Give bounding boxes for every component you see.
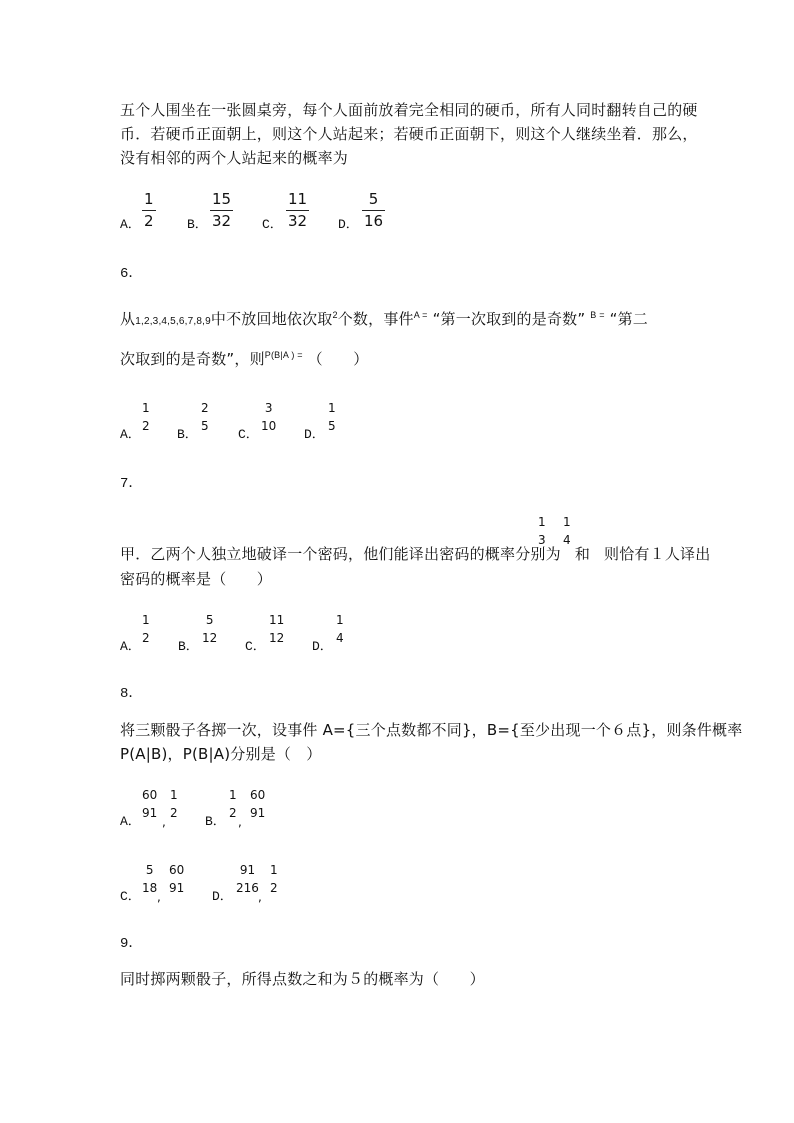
q5-option-a-label: A． — [120, 217, 141, 232]
q8-option-a-label: A． — [120, 814, 141, 829]
q7-option-b-label: B． — [178, 639, 199, 654]
q7-number: 7． — [120, 476, 143, 492]
q8-option-b-separator: , — [238, 815, 242, 829]
q8-options-row-2 — [120, 864, 300, 904]
q5-option-a-fraction: $\frac{1}{2}$ — [144, 190, 154, 230]
q6-conditional-probability: P(B|A ) = — [264, 350, 303, 360]
q8-option-b-fraction-1: 1 2 — [229, 788, 237, 820]
q7-options — [120, 614, 380, 654]
q8-option-c-label: C． — [120, 889, 141, 904]
q6-number: 6． — [120, 266, 143, 282]
q8-option-d-fraction-1: 91 216 — [236, 863, 259, 895]
q7-option-a-fraction: 1 2 — [142, 613, 150, 645]
q7-probability-one-third: 1 3 — [538, 515, 546, 547]
q6-event-b: B = — [590, 310, 605, 320]
q5-option-b-fraction: $\frac{15}{32}$ — [212, 190, 232, 230]
q6-option-c-label: C． — [238, 427, 259, 442]
q5-option-d-fraction: $\frac{5}{16}$ — [364, 190, 384, 230]
q8-text-line-1: 将三颗骰子各掷一次，设事件 A={三个点数都不同}，B={至少出现一个６点}，则条件概率 — [120, 721, 743, 739]
q8-option-d-fraction-2: 1 2 — [270, 863, 278, 895]
q5-text-line-1: 五个人围坐在一张圆桌旁，每个人面前放着完全相同的硬币，所有人同时翻转自己的硬 — [120, 101, 698, 119]
q8-option-c-fraction-2: 60 91 — [169, 863, 185, 895]
q6-count: 2 — [332, 310, 338, 320]
q8-option-b-label: B． — [205, 814, 226, 829]
q7-option-d-label: D． — [312, 639, 333, 654]
q5-option-c-fraction: $\frac{11}{32}$ — [288, 190, 308, 230]
q6-option-c-fraction: 3 10 — [261, 401, 277, 433]
q5-option-d-label: D． — [338, 217, 359, 232]
q8-text-line-2: P(A|B)，P(B|A)分别是（ ） — [120, 745, 322, 763]
q7-option-a-label: A． — [120, 639, 141, 654]
q5-option-c-label: C． — [262, 217, 283, 232]
q8-option-c-fraction-1: 5 18 — [142, 863, 158, 895]
q5-text-line-2: 币．若硬币正面朝上，则这个人站起来；若硬币正面朝下，则这个人继续坐着．那么， — [120, 125, 698, 143]
q6-option-a-label: A． — [120, 427, 141, 442]
q8-option-b-fraction-2: 60 91 — [250, 788, 266, 820]
q7-probability-one-quarter: 1 4 — [563, 515, 571, 547]
q6-option-b-label: B． — [177, 427, 198, 442]
q8-option-d-label: D． — [212, 889, 233, 904]
q6-option-d-label: D． — [304, 427, 325, 442]
q9-number: 9． — [120, 936, 143, 952]
q8-options-row-1 — [120, 789, 300, 829]
q8-option-a-separator: , — [162, 815, 166, 829]
q6-option-d-fraction: 1 5 — [328, 401, 336, 433]
q9-text-line-1: 同时掷两颗骰子，所得点数之和为５的概率为（ ） — [120, 970, 485, 988]
q7-option-c-fraction: 11 12 — [269, 613, 285, 645]
q8-option-d-separator: , — [258, 890, 262, 904]
q8-option-c-separator: , — [157, 890, 161, 904]
q8-number: 8． — [120, 686, 143, 702]
q7-text-line-2: 密码的概率是（ ） — [120, 570, 273, 588]
q6-text-line-1: 从1,2,3,4,5,6,7,8,9中不放回地依次取$^2$个数，事件$^{A =}$ “第一次取到的是奇数” $^{B =}$ “第二 — [120, 310, 648, 328]
q6-number-set: 1,2,3,4,5,6,7,8,9 — [135, 316, 211, 327]
q6-options — [120, 402, 380, 442]
q6-event-a: A = — [413, 310, 428, 320]
q5-options — [120, 192, 420, 232]
q5-text-line-3: 没有相邻的两个人站起来的概率为 — [120, 149, 349, 167]
q6-option-b-fraction: 2 5 — [201, 401, 209, 433]
q7-option-c-label: C． — [245, 639, 266, 654]
q7-option-b-fraction: 5 12 — [202, 613, 218, 645]
q6-option-a-fraction: 1 2 — [142, 401, 150, 433]
q8-option-a-fraction-2: 1 2 — [170, 788, 178, 820]
q7-text-line-1: 甲．乙两个人独立地破译一个密码，他们能译出密码的概率分别为 和 则恰有１人译出 — [120, 545, 711, 563]
q6-text-line-2: 次取到的是奇数”，则$^{P(B|A ) =}$ （ ） — [120, 350, 369, 368]
q7-option-d-fraction: 1 4 — [336, 613, 344, 645]
q8-option-a-fraction-1: 60 91 — [142, 788, 158, 820]
q5-option-b-label: B． — [187, 217, 208, 232]
